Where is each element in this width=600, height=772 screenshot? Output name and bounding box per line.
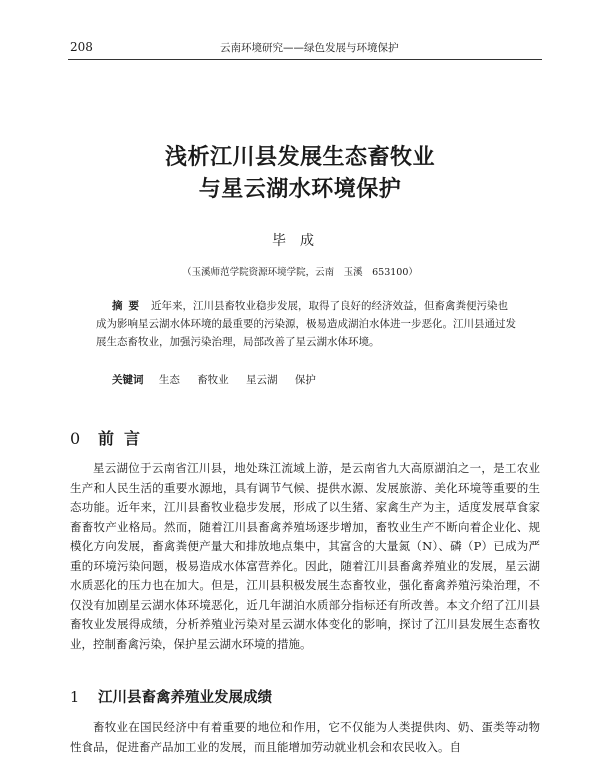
body-paragraph: 星云湖位于云南省江川县，地处珠江流域上游，是云南省九大高原湖泊之一，是工农业生产和人民生活的重要水源地，具有调节气候、提供水源、发展旅游、美化环境等重要的生态功能。近年来，江川县畜牧业稳步发展，形成了以生猪、家禽生产为主，适度发展草食家畜畜牧产业格局。然而，随着江川县畜禽养殖场逐步增加，畜牧业生产不断向着企业化、规模化方向发展，畜禽粪便产量大和排放地点集中，其富含的大量氮（N）、磷（P）已成为严重的环境污染问题，极易造成水体富营养化。因此，随着江川县畜禽养殖业的发展，星云湖水质恶化的压力也在加大。但是，江川县积极发展生态畜牧业，强化畜禽养殖污染治理，不仅没有加剧星云湖水体环境恶化，近几年湖泊水质部分指标还有所改善。本文介绍了江川县畜牧业发展得成绩，分析养殖业污染对星云湖水体变化的影响，探讨了江川县发展生态畜牧业，控制畜禽污染，保护星云湖水环境的措施。 [70, 461, 540, 651]
abstract-text: 近年来，江川县畜牧业稳步发展，取得了良好的经济效益，但畜禽粪便污染也成为影响星云湖水体环境的最重要的污染源，极易造成湖泊水体进一步恶化。江川县通过发展生态畜牧业，加强污染治理，局部改善了星云湖水体环境。 [96, 300, 516, 348]
title-line-2: 与星云湖水环境保护 [198, 177, 402, 202]
title-line-1: 浅析江川县发展生态畜牧业 [164, 145, 435, 170]
running-title: 云南环境研究——绿色发展与环境保护 [220, 42, 399, 54]
keyword: 保护 [294, 374, 316, 386]
keywords [112, 372, 330, 387]
keywords-label: 关键词 [112, 374, 144, 386]
section-heading-0 [70, 426, 150, 449]
keyword: 星云湖 [246, 374, 278, 386]
keyword: 生态 [158, 374, 180, 386]
affiliation: （玉溪师范学院资源环境学院，云南 玉溪 653100） [182, 267, 418, 278]
section-title: 江川县畜禽养殖业发展成绩 [98, 690, 272, 706]
keyword: 畜牧业 [197, 374, 229, 386]
page-number: 208 [70, 40, 93, 54]
body-paragraph: 畜牧业在国民经济中有着重要的地位和作用，它不仅能为人类提供肉、奶、蛋类等动物性食品，促进畜产品加工业的发展，而且能增加劳动就业机会和农民收入。自 [70, 720, 540, 754]
abstract [96, 297, 516, 351]
abstract-label: 摘要 [112, 300, 145, 312]
section-title: 前言 [98, 429, 151, 448]
header-rule [68, 59, 542, 60]
section-number: 0 [70, 429, 81, 448]
page-header [70, 38, 540, 58]
section-heading-1 [70, 686, 272, 707]
author: 毕成 [272, 233, 328, 249]
section-number: 1 [70, 690, 80, 706]
